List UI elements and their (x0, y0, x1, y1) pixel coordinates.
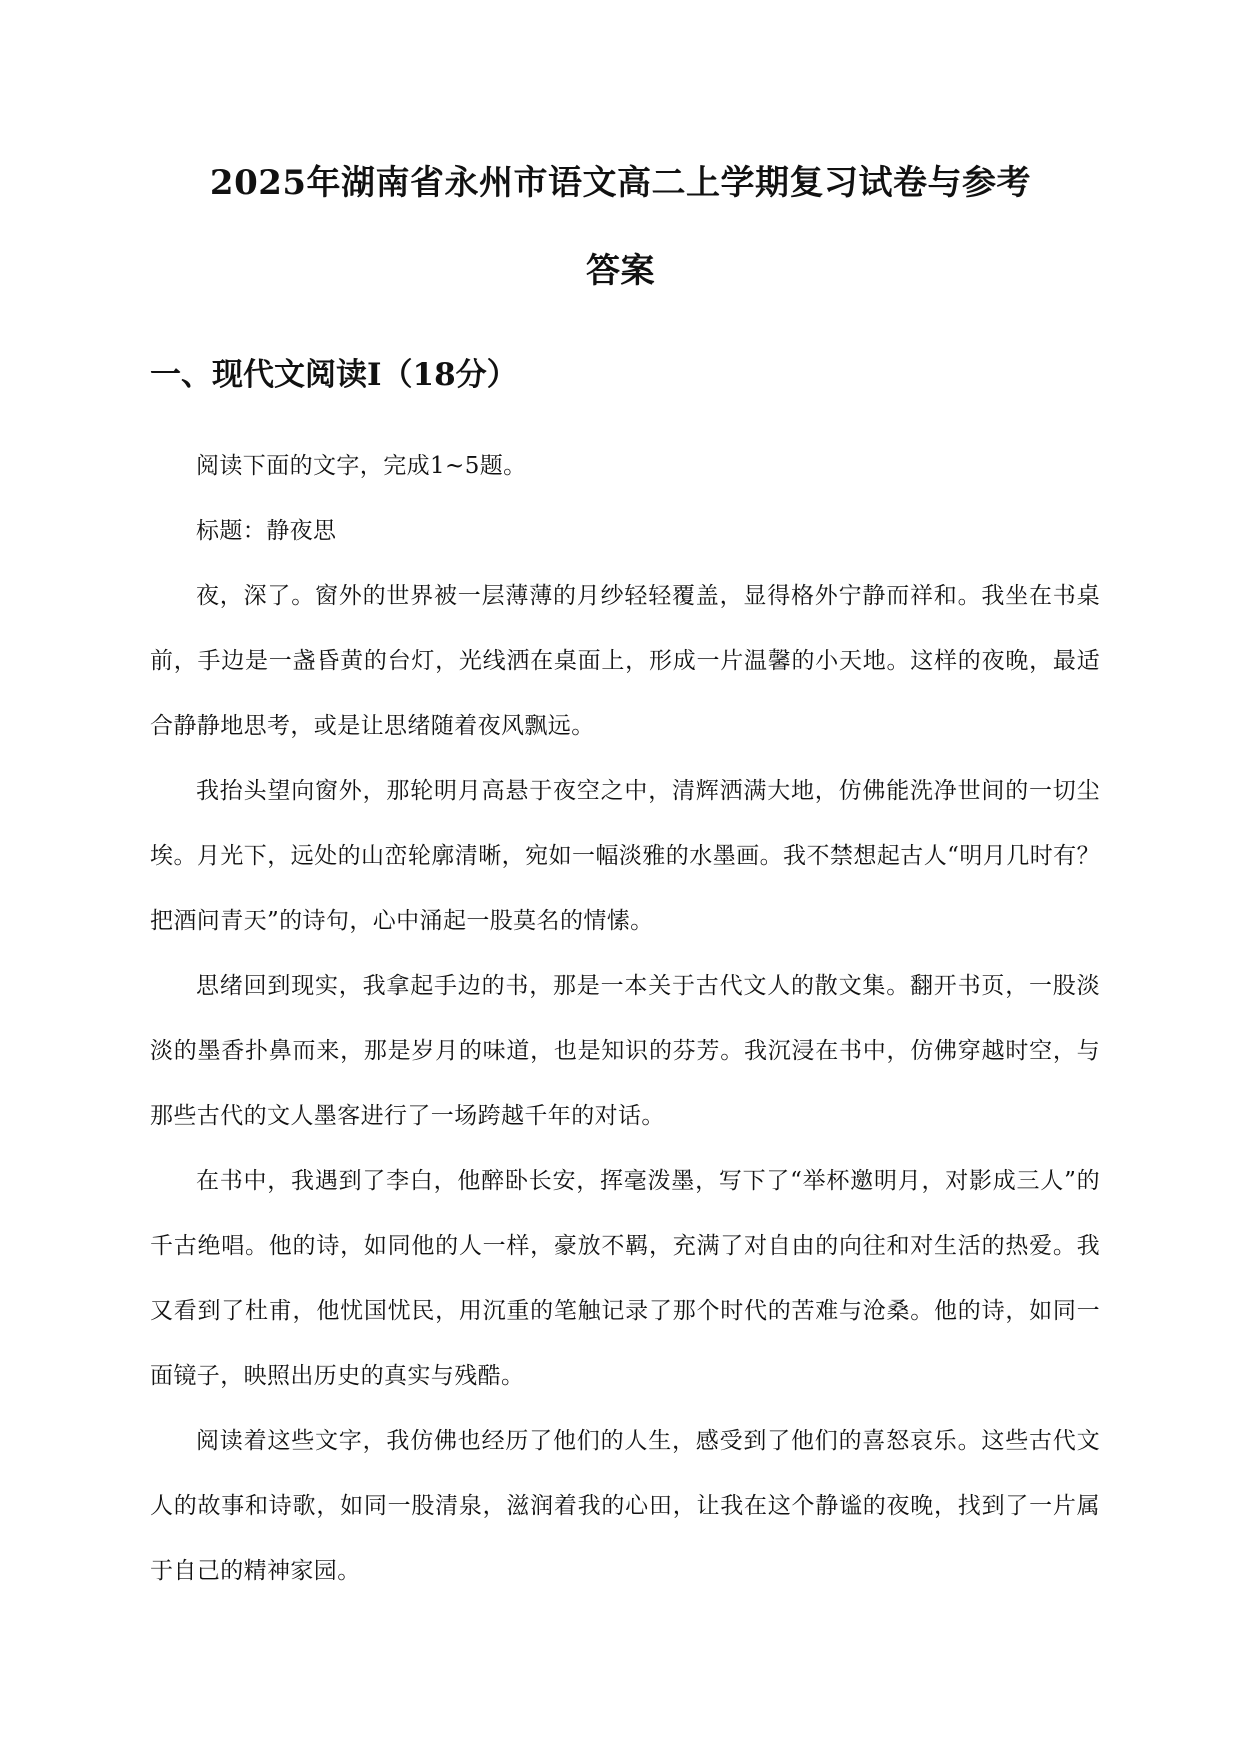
reading-passage (150, 434, 1100, 1604)
instruction-paragraph: 阅读下面的文字，完成1~5题。 (196, 453, 527, 479)
passage-paragraph-2: 我抬头望向窗外，那轮明月高悬于夜空之中，清辉洒满大地，仿佛能洗净世间的一切尘埃。月光下，远处的山峦轮廓清晰，宛如一幅淡雅的水墨画。我不禁想起古人“明月几时有？把酒问青天”的诗句，心中涌起一股莫名的情愫。 (150, 778, 1100, 934)
passage-paragraph-1: 夜，深了。窗外的世界被一层薄薄的月纱轻轻覆盖，显得格外宁静而祥和。我坐在书桌前，手边是一盏昏黄的台灯，光线洒在桌面上，形成一片温馨的小天地。这样的夜晚，最适合静静地思考，或是让思绪随着夜风飘远。 (150, 583, 1100, 739)
section-heading: 一、现代文阅读Ⅰ（18分） (150, 357, 518, 393)
document-title-line-1: 2025年湖南省永州市语文高二上学期复习试卷与参考 (209, 163, 1032, 203)
passage-title: 标题：静夜思 (196, 518, 337, 544)
passage-paragraph-3: 思绪回到现实，我拿起手边的书，那是一本关于古代文人的散文集。翻开书页，一股淡淡的墨香扑鼻而来，那是岁月的味道，也是知识的芬芳。我沉浸在书中，仿佛穿越时空，与那些古代的文人墨客进行了一场跨越千年的对话。 (150, 973, 1100, 1129)
document-title-line-2: 答案 (586, 251, 655, 291)
passage-paragraph-4: 在书中，我遇到了李白，他醉卧长安，挥毫泼墨，写下了“举杯邀明月，对影成三人”的千古绝唱。他的诗，如同他的人一样，豪放不羁，充满了对自由的向往和对生活的热爱。我又看到了杜甫，他忧国忧民，用沉重的笔触记录了那个时代的苦难与沧桑。他的诗，如同一面镜子，映照出历史的真实与残酷。 (150, 1168, 1100, 1389)
passage-paragraph-5: 阅读着这些文字，我仿佛也经历了他们的人生，感受到了他们的喜怒哀乐。这些古代文人的故事和诗歌，如同一股清泉，滋润着我的心田，让我在这个静谧的夜晚，找到了一片属于自己的精神家园。 (150, 1428, 1100, 1584)
